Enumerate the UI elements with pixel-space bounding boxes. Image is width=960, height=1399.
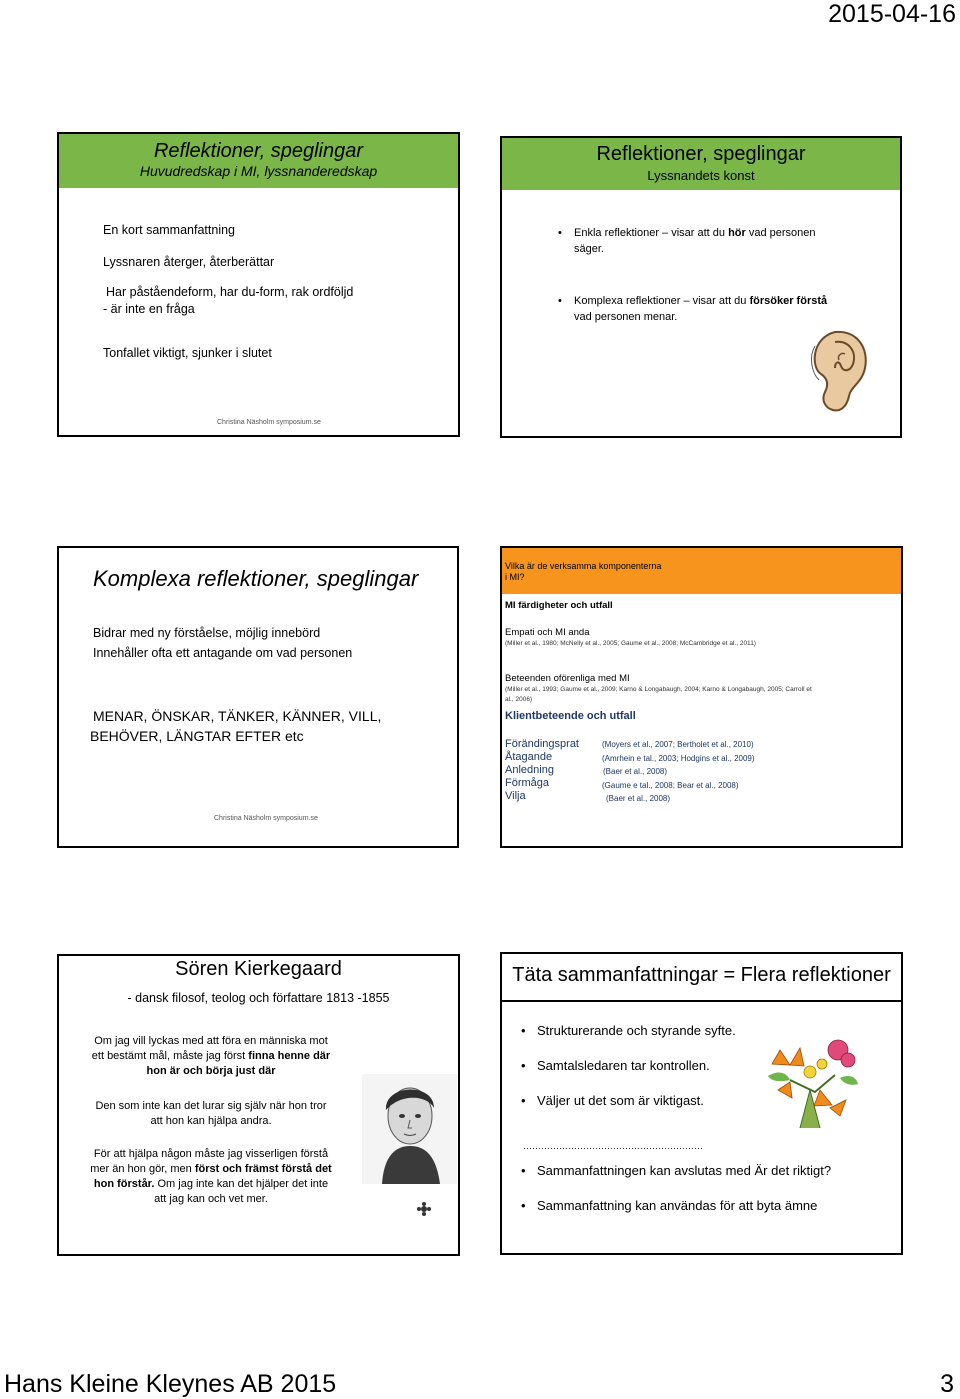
reference: (Gaume e tal., 2008; Bear et al., 2008)	[602, 781, 739, 790]
quote-paragraph: Om jag vill lyckas med att föra en människa mot ett bestämt mål, måste jag först finna henne där hon är och börja just där	[91, 1035, 331, 1077]
text-line: Lyssnaren återger, återberättar	[103, 255, 275, 269]
credit: Christina Näsholm symposium.se	[217, 419, 321, 426]
slide-subtitle: Huvudredskap i MI, lyssnanderedskap	[139, 163, 378, 179]
term: Anledning	[505, 764, 554, 776]
bullet-item: • Komplexa reflektioner – visar att du försöker förstå vad personen menar.	[574, 294, 827, 326]
slide-subtitle: Lyssnandets konst	[647, 168, 755, 183]
header-text: i MI?	[505, 572, 525, 582]
reference: (Baer et al., 2008)	[603, 767, 668, 776]
reference: (Baer et al., 2008)	[606, 794, 671, 803]
term: Förmåga	[505, 777, 550, 789]
bullet-item: • Strukturerande och styrande syfte.	[537, 1023, 736, 1038]
dots-separator: ……………………………………………………	[523, 1141, 703, 1151]
flower-bouquet-image	[760, 1020, 860, 1130]
quote-paragraph: För att hjälpa någon måste jag visserligen förstå mer än hon gör, men först och främst förstå det hon förstår. Om jag inte kan det hjälper det inte att jag kan och vet mer.	[90, 1148, 332, 1205]
page-footer: Hans Kleine Kleynes AB 2015	[4, 1370, 337, 1398]
portrait-image	[362, 1074, 457, 1184]
text-line: Har påståendeform, har du-form, rak ordföljd	[106, 285, 354, 299]
text-line: Innehåller ofta ett antagande om vad personen	[93, 646, 353, 660]
section-heading: Klientbeteende och utfall	[505, 710, 636, 722]
reference: (Miller et al., 1980; McNelly et al., 2005; Gaume et al., 2008; McCambridge et al., 2011)	[505, 640, 756, 647]
section-heading: Beteenden oförenliga med MI	[505, 673, 630, 684]
text-line: Tonfallet viktigt, sjunker i slutet	[103, 346, 272, 360]
slide-title-bar	[59, 134, 458, 188]
slide-title: Täta sammanfattningar = Flera reflektioner	[512, 964, 891, 986]
slide-title-bar	[502, 138, 900, 190]
quote-paragraph: Den som inte kan det lurar sig själv när hon tror att hon kan hjälpa andra.	[95, 1100, 327, 1127]
reference: (Moyers et al., 2007; Bertholet et al., 2010)	[602, 740, 754, 749]
reference: (Miller et al., 1993; Gaume et al., 2009; Karno & Longabaugh, 2004; Karno & Longabaugh, 2005; Carroll et	[505, 686, 812, 693]
text-line: Bidrar med ny förståelse, möjlig innebörd	[93, 626, 321, 640]
bullet-item: • Väljer ut det som är viktigast.	[537, 1093, 704, 1108]
term: Vilja	[505, 790, 526, 802]
header-bar	[502, 548, 901, 594]
logo	[411, 1202, 437, 1221]
slide-kierkegaard	[57, 954, 460, 1256]
reference: (Amrhein e tal., 2003; Hodgins et al., 2009)	[602, 754, 755, 763]
caps-line: BEHÖVER, LÄNGTAR EFTER etc	[90, 728, 304, 744]
slide-title: Komplexa reflektioner, speglingar	[93, 566, 419, 591]
caps-line: MENAR, ÖNSKAR, TÄNKER, KÄNNER, VILL,	[93, 708, 382, 724]
slide-title: Sören Kierkegaard	[175, 958, 342, 980]
title-divider	[502, 1000, 901, 1002]
slide-sammanfattningar	[500, 952, 903, 1255]
bullet-item: • Sammanfattningen kan avslutas med Är det riktigt?	[537, 1163, 831, 1178]
section-heading: MI färdigheter och utfall	[505, 600, 613, 611]
header-text: Vilka är de verksamma komponenterna	[505, 561, 662, 571]
section-heading: Empati och MI anda	[505, 627, 590, 638]
ear-illustration	[805, 328, 871, 414]
slide-reflektioner-1	[57, 132, 460, 437]
term: Åtagande	[505, 751, 553, 763]
reference: al., 2006)	[505, 696, 533, 703]
logo-icon	[417, 1202, 431, 1216]
text-line: En kort sammanfattning	[103, 223, 236, 237]
slide-reflektioner-2	[500, 136, 902, 438]
credit: Christina Näsholm symposium.se	[214, 815, 318, 822]
slide-title: Reflektioner, speglingar	[596, 143, 806, 165]
bullet-item: • Sammanfattning kan användas för att byta ämne	[537, 1198, 817, 1213]
page-date: 2015-04-16	[828, 0, 956, 28]
slide-subtitle: - dansk filosof, teolog och författare 1813 -1855	[127, 991, 390, 1005]
bullet-item: • Enkla reflektioner – visar att du hör vad personen säger.	[574, 226, 816, 258]
term: Förändingsprat	[505, 738, 579, 750]
text-line: - är inte en fråga	[103, 302, 195, 316]
slide-komplexa	[57, 546, 459, 848]
slide-title: Reflektioner, speglingar	[153, 140, 363, 162]
slide-komponenter	[500, 546, 903, 848]
bullet-item: • Samtalsledaren tar kontrollen.	[537, 1058, 710, 1073]
page-number: 3	[940, 1370, 954, 1398]
